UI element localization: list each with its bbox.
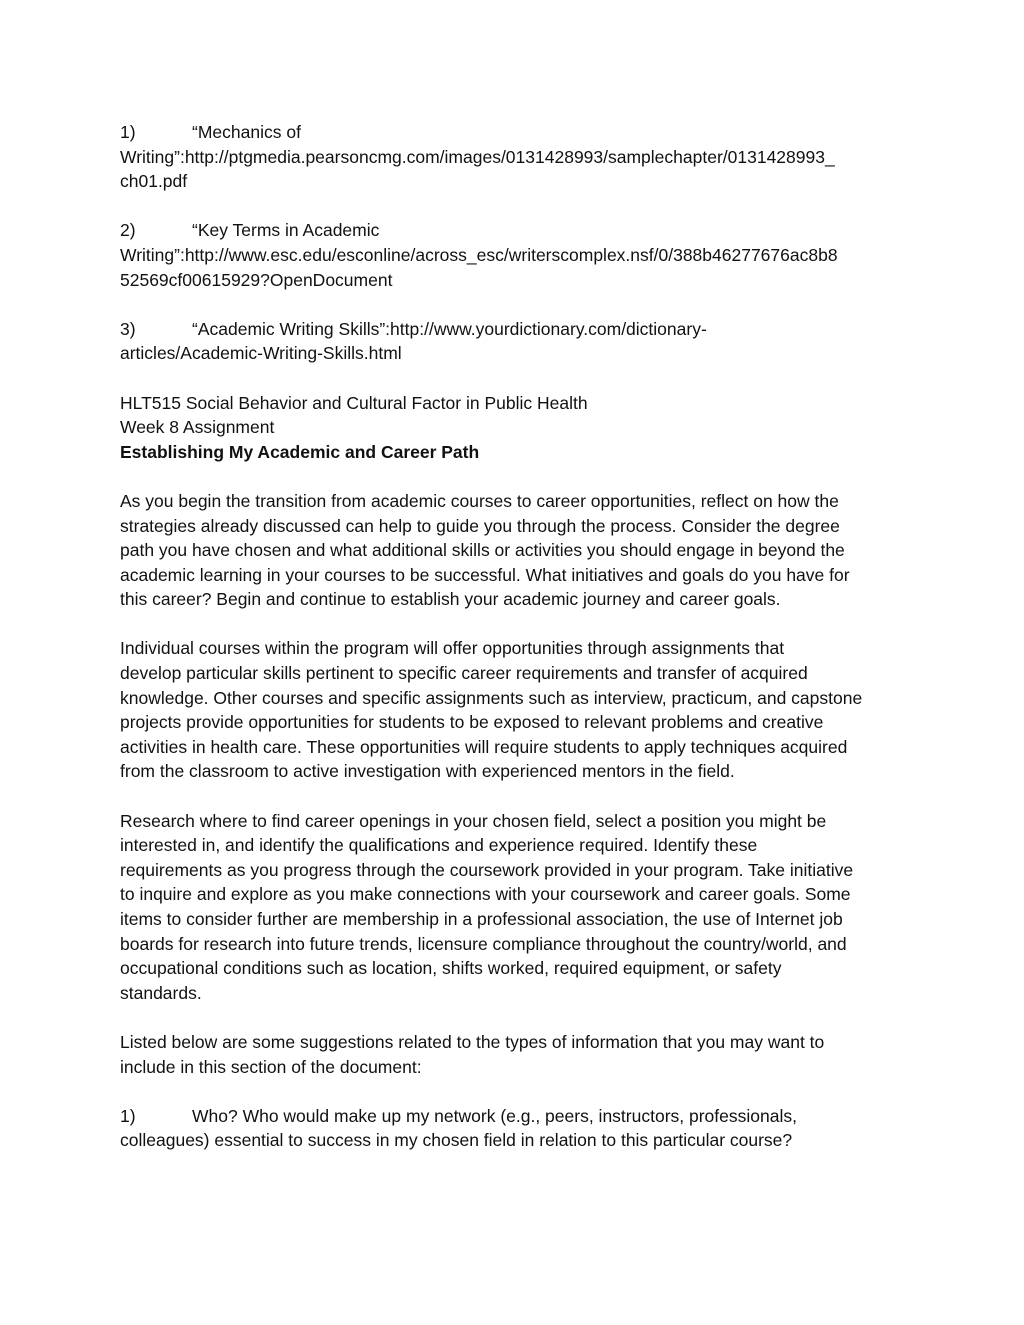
paragraph-line: from the classroom to active investigation with experienced mentors in the field. [120,761,735,782]
document-page [120,120,910,1178]
reference-text-line: Writing”:http://www.esc.edu/esconline/across_esc/writerscomplex.nsf/0/388b46277676ac8b8 [120,244,838,265]
course-title: HLT515 Social Behavior and Cultural Factor in Public Health [120,392,588,413]
reference-text-line: articles/Academic-Writing-Skills.html [120,343,402,364]
reference-number: 1) [120,122,136,142]
paragraph-line: activities in health care. These opportunities will require students to apply techniques acquired [120,736,848,757]
reference-text-line: “Key Terms in Academic [192,220,380,241]
paragraph-line: Listed below are some suggestions related to the types of information that you may want to [120,1031,825,1052]
paragraph-line: interested in, and identify the qualifications and experience required. Identify these [120,835,758,856]
suggestion-text-line: Who? Who would make up my network (e.g., peers, instructors, professionals, [192,1105,797,1126]
body-paragraph [120,489,910,612]
paragraph-line: projects provide opportunities for students to be exposed to relevant problems and creative [120,712,824,733]
reference-number: 3) [120,318,136,339]
paragraph-line: As you begin the transition from academic courses to career opportunities, reflect on how the [120,490,839,511]
paragraph-line: items to consider further are membership in a professional association, the use of Internet job [120,909,843,929]
reference-text-line: Writing”:http://ptgmedia.pearsoncmg.com/images/0131428993/samplechapter/0131428993_ [120,146,835,167]
reference-item [120,218,910,292]
paragraph-line: occupational conditions such as location, shifts worked, required equipment, or safety [120,958,782,979]
reference-text-line: 52569cf00615929?OpenDocument [120,269,393,290]
assignment-title: Establishing My Academic and Career Path [120,441,480,462]
paragraph-line: standards. [120,982,202,1003]
week-label: Week 8 Assignment [120,417,275,438]
assignment-header [120,391,910,465]
paragraph-line: Individual courses within the program will offer opportunities through assignments that [120,638,785,659]
paragraph-line: path you have chosen and what additional skills or activities you should engage in beyond the [120,540,845,561]
paragraph-line: this career? Begin and continue to establish your academic journey and career goals. [120,589,781,610]
reference-item [120,317,910,366]
paragraph-line: to inquire and explore as you make connections with your coursework and career goals. Some [120,884,851,905]
suggestion-item [120,1104,910,1153]
paragraph-line: academic learning in your courses to be successful. What initiatives and goals do you have for [120,564,850,585]
paragraph-line: Research where to find career openings in your chosen field, select a position you might be [120,810,827,831]
body-paragraph [120,809,910,1006]
paragraph-line: strategies already discussed can help to guide you through the process. Consider the degree [120,515,840,536]
paragraph-line: requirements as you progress through the coursework provided in your program. Take initiative [120,859,854,880]
reference-text-line: “Mechanics of [192,122,301,142]
suggestion-number: 1) [120,1105,136,1126]
reference-number: 2) [120,220,136,241]
reference-item [120,120,910,194]
suggestion-text-line: colleagues) essential to success in my chosen field in relation to this particular course? [120,1130,793,1151]
body-paragraph [120,636,910,784]
reference-text-line: ch01.pdf [120,171,188,192]
paragraph-line: develop particular skills pertinent to specific career requirements and transfer of acquired [120,663,808,684]
body-paragraph [120,1030,910,1079]
paragraph-line: include in this section of the document: [120,1056,422,1077]
reference-text-line: “Academic Writing Skills”:http://www.yourdictionary.com/dictionary- [192,318,707,339]
paragraph-line: knowledge. Other courses and specific assignments such as interview, practicum, and capstone [120,687,863,708]
paragraph-line: boards for research into future trends, licensure compliance throughout the country/world, and [120,933,847,954]
